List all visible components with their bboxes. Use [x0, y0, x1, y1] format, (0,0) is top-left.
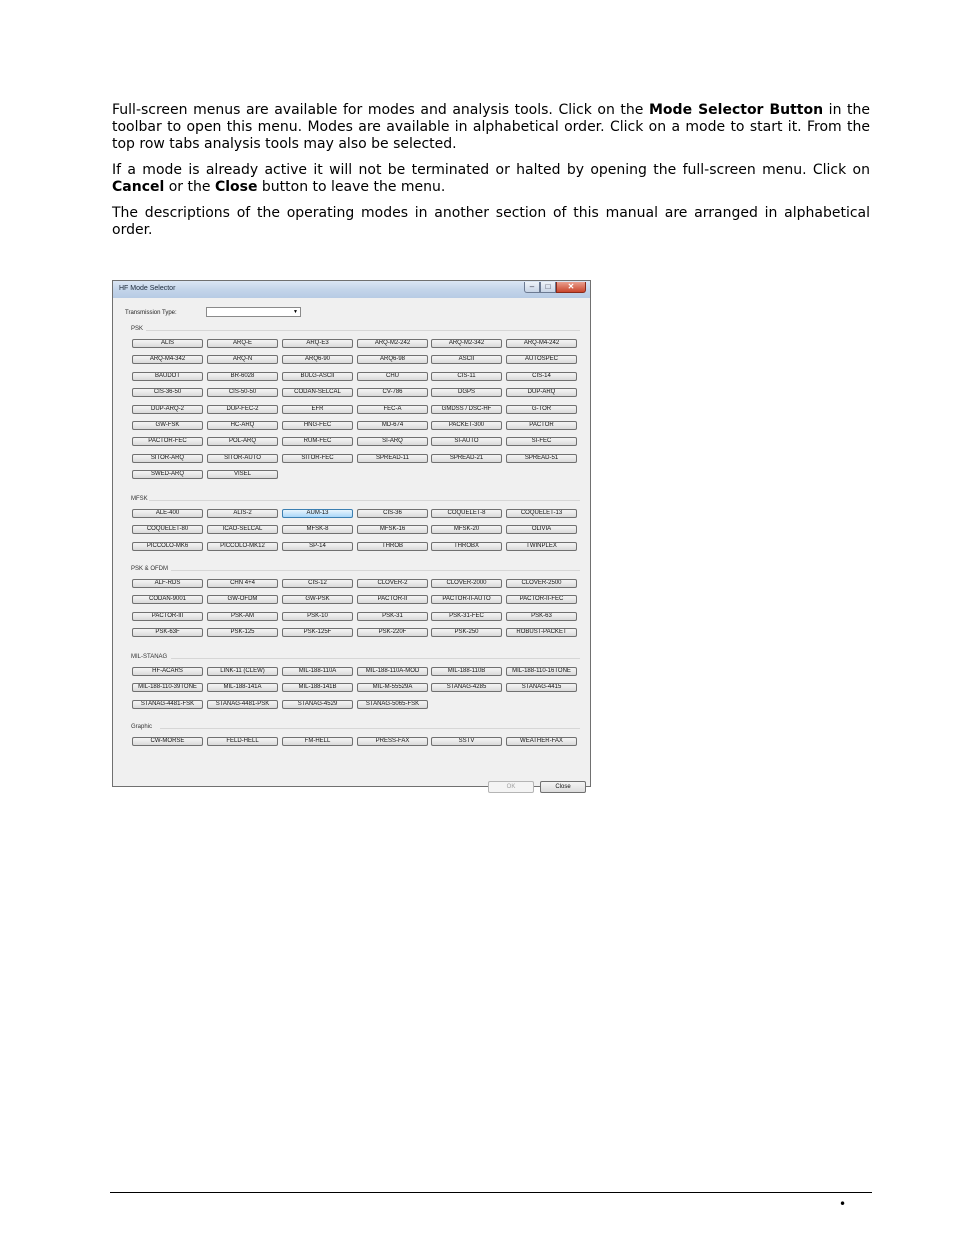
section-label: Graphic: [131, 724, 153, 730]
mode-button[interactable]: THROB: [357, 542, 428, 551]
mode-button[interactable]: MIL-188-110-39TONE: [132, 683, 203, 692]
section-divider: [171, 570, 580, 571]
mode-button[interactable]: CLOVER-2000: [431, 579, 502, 588]
mode-button[interactable]: STANAG-4481-PSK: [207, 700, 278, 709]
mode-button[interactable]: MIL-188-110A: [282, 667, 353, 676]
mode-button[interactable]: BR-6028: [207, 372, 278, 381]
mode-button[interactable]: PSK-125: [207, 628, 278, 637]
mode-button[interactable]: MD-674: [357, 421, 428, 430]
mode-button[interactable]: STANAG-4481-FSK: [132, 700, 203, 709]
mode-button[interactable]: CIS-11: [431, 372, 502, 381]
mode-button[interactable]: PSK-63F: [132, 628, 203, 637]
mode-button[interactable]: ALE-400: [132, 509, 203, 518]
section-divider: [149, 500, 580, 501]
mode-button[interactable]: CODAN-SELCAL: [282, 388, 353, 397]
mode-button[interactable]: HNG-FEC: [282, 421, 353, 430]
mode-button[interactable]: SWED-ARQ: [132, 470, 203, 479]
mode-button[interactable]: FM-HELL: [282, 737, 353, 746]
mode-button[interactable]: WEATHER-FAX: [506, 737, 577, 746]
mode-button[interactable]: AUM-13: [282, 509, 353, 518]
mode-button[interactable]: SSTV: [431, 737, 502, 746]
mode-button[interactable]: COQUELET-8: [431, 509, 502, 518]
mode-button[interactable]: FEC-A: [357, 405, 428, 414]
mode-button[interactable]: MIL-188-141A: [207, 683, 278, 692]
mode-button[interactable]: LINK-11 (CLEW): [207, 667, 278, 676]
mode-button[interactable]: PACTOR-FEC: [132, 437, 203, 446]
mode-button[interactable]: CIS-14: [506, 372, 577, 381]
mode-button[interactable]: BAUDOT: [132, 372, 203, 381]
mode-button[interactable]: ARQ6-90: [282, 355, 353, 364]
mode-button[interactable]: STANAG-5065-FSK: [357, 700, 428, 709]
mode-button[interactable]: DGPS: [431, 388, 502, 397]
mode-button[interactable]: GW-PSK: [282, 595, 353, 604]
mode-button[interactable]: MIL-188-110A-MOD: [357, 667, 428, 676]
mode-button[interactable]: SPREAD-21: [431, 454, 502, 463]
mode-button[interactable]: CIS-50-50: [207, 388, 278, 397]
mode-button[interactable]: STANAG-4285: [431, 683, 502, 692]
close-icon[interactable]: ✕: [556, 282, 586, 293]
section-divider: [171, 658, 580, 659]
mode-button[interactable]: PACTOR-II: [357, 595, 428, 604]
mode-button[interactable]: SITOR-AUTO: [207, 454, 278, 463]
mode-button[interactable]: STANAG-4415: [506, 683, 577, 692]
mode-button[interactable]: SPREAD-51: [506, 454, 577, 463]
hf-mode-selector-dialog: [112, 280, 591, 790]
mode-button[interactable]: AUTOSPEC: [506, 355, 577, 364]
mode-button[interactable]: ALIS: [132, 339, 203, 348]
section-divider: [160, 728, 580, 729]
ok-button[interactable]: OK: [488, 781, 534, 793]
minimize-icon[interactable]: –: [524, 282, 540, 293]
mode-button[interactable]: GW-OFDM: [207, 595, 278, 604]
mode-button[interactable]: FELD-HELL: [207, 737, 278, 746]
maximize-icon[interactable]: □: [540, 282, 556, 293]
mode-button[interactable]: PACTOR-II-AUTO: [431, 595, 502, 604]
text: button to leave the menu.: [257, 179, 446, 195]
mode-button[interactable]: PRESS-FAX: [357, 737, 428, 746]
mode-button[interactable]: ASCII: [431, 355, 502, 364]
mode-selector-button-term: Mode Selector Button: [649, 102, 824, 118]
mode-button[interactable]: CHU: [357, 372, 428, 381]
mode-button[interactable]: CIS-12: [282, 579, 353, 588]
intro-paragraph-2: [112, 162, 870, 196]
mode-button[interactable]: VISEL: [207, 470, 278, 479]
mode-button[interactable]: ARQ-E3: [282, 339, 353, 348]
mode-button[interactable]: PSK-125F: [282, 628, 353, 637]
mode-button[interactable]: TWINPLEX: [506, 542, 577, 551]
mode-button[interactable]: ARQ-M2-342: [431, 339, 502, 348]
title-bar[interactable]: [113, 281, 590, 298]
mode-button[interactable]: POL-ARQ: [207, 437, 278, 446]
mode-button[interactable]: MIL-188-141B: [282, 683, 353, 692]
mode-button[interactable]: EFR: [282, 405, 353, 414]
mode-button[interactable]: PACTOR-II-FEC: [506, 595, 577, 604]
mode-button[interactable]: PACTOR-III: [132, 612, 203, 621]
mode-button[interactable]: HC-ARQ: [207, 421, 278, 430]
mode-button[interactable]: G-TOR: [506, 405, 577, 414]
close-term: Close: [214, 179, 258, 195]
intro-paragraph-1: [112, 102, 870, 153]
mode-button[interactable]: PSK-220F: [357, 628, 428, 637]
mode-button[interactable]: SP-14: [282, 542, 353, 551]
mode-button[interactable]: SPREAD-11: [357, 454, 428, 463]
text: in the toolbar to open this menu. Modes are available in alphabetical order. Click on a mode to start it. From the top row tabs analysis tools may also be selected.: [112, 102, 871, 152]
section-label: PSK: [131, 326, 144, 332]
mode-button[interactable]: SI-FEC: [506, 437, 577, 446]
mode-button[interactable]: STANAG-4529: [282, 700, 353, 709]
mode-button[interactable]: DUP-FEC-2: [207, 405, 278, 414]
mode-button[interactable]: MIL-M-55529A: [357, 683, 428, 692]
mode-button[interactable]: MFSK-16: [357, 525, 428, 534]
mode-button[interactable]: PICCOLO-MK12: [207, 542, 278, 551]
text: or the: [164, 179, 215, 195]
mode-button[interactable]: ARQ-M4-342: [132, 355, 203, 364]
mode-button[interactable]: SI-ARQ: [357, 437, 428, 446]
mode-button[interactable]: CW-MORSE: [132, 737, 203, 746]
dialog-title: HF Mode Selector: [119, 285, 176, 292]
section-label: MFSK: [131, 496, 148, 502]
mode-button[interactable]: OLIVIA: [506, 525, 577, 534]
chevron-down-icon: ▼: [293, 309, 298, 315]
mode-button[interactable]: ALIS-2: [207, 509, 278, 518]
mode-button[interactable]: ROBUST-PACKET: [506, 628, 577, 637]
section-divider: [146, 330, 580, 331]
mode-button[interactable]: SITOR-ARQ: [132, 454, 203, 463]
mode-button[interactable]: GW-FSK: [132, 421, 203, 430]
mode-button[interactable]: COQUELET-13: [506, 509, 577, 518]
close-button[interactable]: Close: [540, 781, 586, 793]
mode-button[interactable]: PSK-AM: [207, 612, 278, 621]
mode-button[interactable]: PSK-31-FEC: [431, 612, 502, 621]
cancel-term: Cancel: [112, 179, 165, 195]
section-label: PSK & OFDM: [131, 566, 169, 572]
mode-button[interactable]: CV-786: [357, 388, 428, 397]
mode-button[interactable]: ICAO-SELCAL: [207, 525, 278, 534]
intro-paragraph-3: The descriptions of the operating modes in another section of this manual are arranged in alphabetical order.: [112, 205, 870, 238]
mode-button[interactable]: CLOVER-2500: [506, 579, 577, 588]
mode-button[interactable]: ALF-RDS: [132, 579, 203, 588]
mode-button[interactable]: PACKET-300: [431, 421, 502, 430]
mode-button[interactable]: THROBX: [431, 542, 502, 551]
mode-button[interactable]: PSK-10: [282, 612, 353, 621]
mode-button[interactable]: CIS-36: [357, 509, 428, 518]
text: If a mode is already active it will not be terminated or halted by opening the full-screen menu. Click on: [112, 162, 870, 178]
mode-button[interactable]: CLOVER-2: [357, 579, 428, 588]
mode-button[interactable]: MIL-188-110-16TONE: [506, 667, 577, 676]
transmission-type-select[interactable]: [206, 307, 301, 317]
mode-button[interactable]: DUP-ARQ-2: [132, 405, 203, 414]
footer-rule: [110, 1192, 872, 1193]
mode-button[interactable]: ARQ-M2-242: [357, 339, 428, 348]
mode-button[interactable]: MIL-188-110B: [431, 667, 502, 676]
text: Full-screen menus are available for modes and analysis tools. Click on the: [112, 102, 649, 118]
mode-button[interactable]: PACTOR: [506, 421, 577, 430]
mode-button[interactable]: ARQ-N: [207, 355, 278, 364]
mode-button[interactable]: CODAN-9001: [132, 595, 203, 604]
mode-button[interactable]: SI-AUTO: [431, 437, 502, 446]
mode-button[interactable]: BULG-ASCII: [282, 372, 353, 381]
mode-button[interactable]: ARQ-M4-242: [506, 339, 577, 348]
mode-button[interactable]: DUP-ARQ: [506, 388, 577, 397]
mode-button[interactable]: ARQ6-98: [357, 355, 428, 364]
mode-button[interactable]: ARQ-E: [207, 339, 278, 348]
mode-button[interactable]: SITOR-FEC: [282, 454, 353, 463]
mode-button[interactable]: HF-ACARS: [132, 667, 203, 676]
mode-button[interactable]: MFSK-20: [431, 525, 502, 534]
transmission-type-label: Transmission Type:: [125, 310, 177, 316]
dialog-client-area: [117, 298, 586, 790]
mode-button[interactable]: MFSK-8: [282, 525, 353, 534]
section-label: MIL-STANAG: [131, 654, 168, 660]
mode-button[interactable]: CIS-36-50: [132, 388, 203, 397]
mode-button[interactable]: PSK-31: [357, 612, 428, 621]
mode-button[interactable]: COQUELET-80: [132, 525, 203, 534]
footer-bullet: •: [839, 1197, 847, 1211]
mode-button[interactable]: CHN 4+4: [207, 579, 278, 588]
mode-button[interactable]: PSK-63: [506, 612, 577, 621]
mode-button[interactable]: PSK-250: [431, 628, 502, 637]
mode-button[interactable]: PICCOLO-MK6: [132, 542, 203, 551]
mode-button[interactable]: GMDSS / DSC-HF: [431, 405, 502, 414]
mode-button[interactable]: RUM-FEC: [282, 437, 353, 446]
